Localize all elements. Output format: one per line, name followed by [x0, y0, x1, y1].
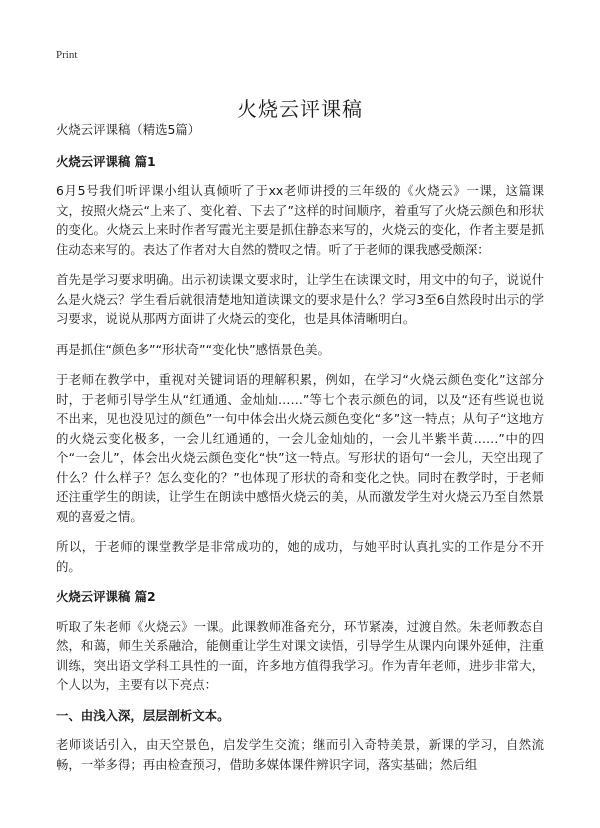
paragraph: 听取了朱老师《火烧云》一课。此课教师准备充分，环节紧凑，过渡自然。朱老师教态自然，和蔼，师生关系融洽，能侧重让学生对课文读悟，引导学生从课内向课外延伸，注重训练，突出语文学科工具性的一面，许多地方值得我学习。作为青年老师，进步非常大，个人以为，主要有以下亮点：: [56, 618, 544, 692]
paragraph: 所以，于老师的课堂教学是非常成功的，她的成功，与她平时认真扎实的工作是分不开的。: [56, 539, 544, 574]
document-subtitle: 火烧云评课稿（精选5篇）: [56, 122, 201, 137]
section-heading-1: 火烧云评课稿 篇1: [56, 153, 156, 169]
paragraph: 6月5号我们听评课小组认真倾听了于xx老师讲授的三年级的《火烧云》一课，这篇课文，按照火烧云“上来了、变化着、下去了”这样的时间顺序，着重写了火烧云颜色和形状的变化。火烧云上来时作者写霞光主要是抓住静态来写的，火烧云的变化，作者主要是抓住动态来写的。表达了作者对大自然的赞叹之情。听了于老师的课我感受颇深：: [56, 183, 544, 257]
point-heading: 一、由浅入深，层层剖析文本。: [56, 707, 230, 723]
document-title: 火烧云评课稿: [237, 97, 363, 122]
paragraph: 首先是学习要求明确。出示初读课文要求时，让学生在读课文时，用文中的句子，说说什么是火烧云？学生看后就很清楚地知道读课文的要求是什么？学习3至6自然段时出示的学习要求，说说从那两方面讲了火烧云的变化，也是具体清晰明白。: [56, 272, 544, 326]
paragraph: 再是抓住“颜色多”“形状奇”“变化快”感悟景色美。: [56, 341, 330, 357]
paragraph: 于老师在教学中，重视对关键词语的理解积累，例如，在学习“火烧云颜色变化”这部分时，于老师引导学生从“红通通、金灿灿……”等七个表示颜色的词，以及“还有些说也说不出来，见也没见过的颜色”一句中体会出火烧云颜色变化“多”这一特点；从句子“这地方的火烧云变化极多，一会儿红通通的，一会儿金灿灿的，一会儿半紫半黄……”中的四个“一会儿”，体会出火烧云颜色变化“快”这一特点。写形状的语句“一会儿，天空出现了什么？什么样子？怎么变化的？”也体现了形状的奇和变化之快。同时在教学时，于老师还注重学生的朗读，让学生在朗读中感悟火烧云的美，从而激发学生对火烧云乃至自然景观的喜爱之情。: [56, 372, 544, 524]
document-body: [56, 120, 544, 785]
paragraph: 老师谈话引入，由天空景色，启发学生交流；继而引入奇特美景，新课的学习，自然流畅，一举多得；再由检查预习，借助多媒体课件辨识字词，落实基础；然后组: [56, 737, 544, 772]
print-label[interactable]: Print: [56, 49, 78, 61]
section-heading-2: 火烧云评课稿 篇2: [56, 589, 156, 604]
